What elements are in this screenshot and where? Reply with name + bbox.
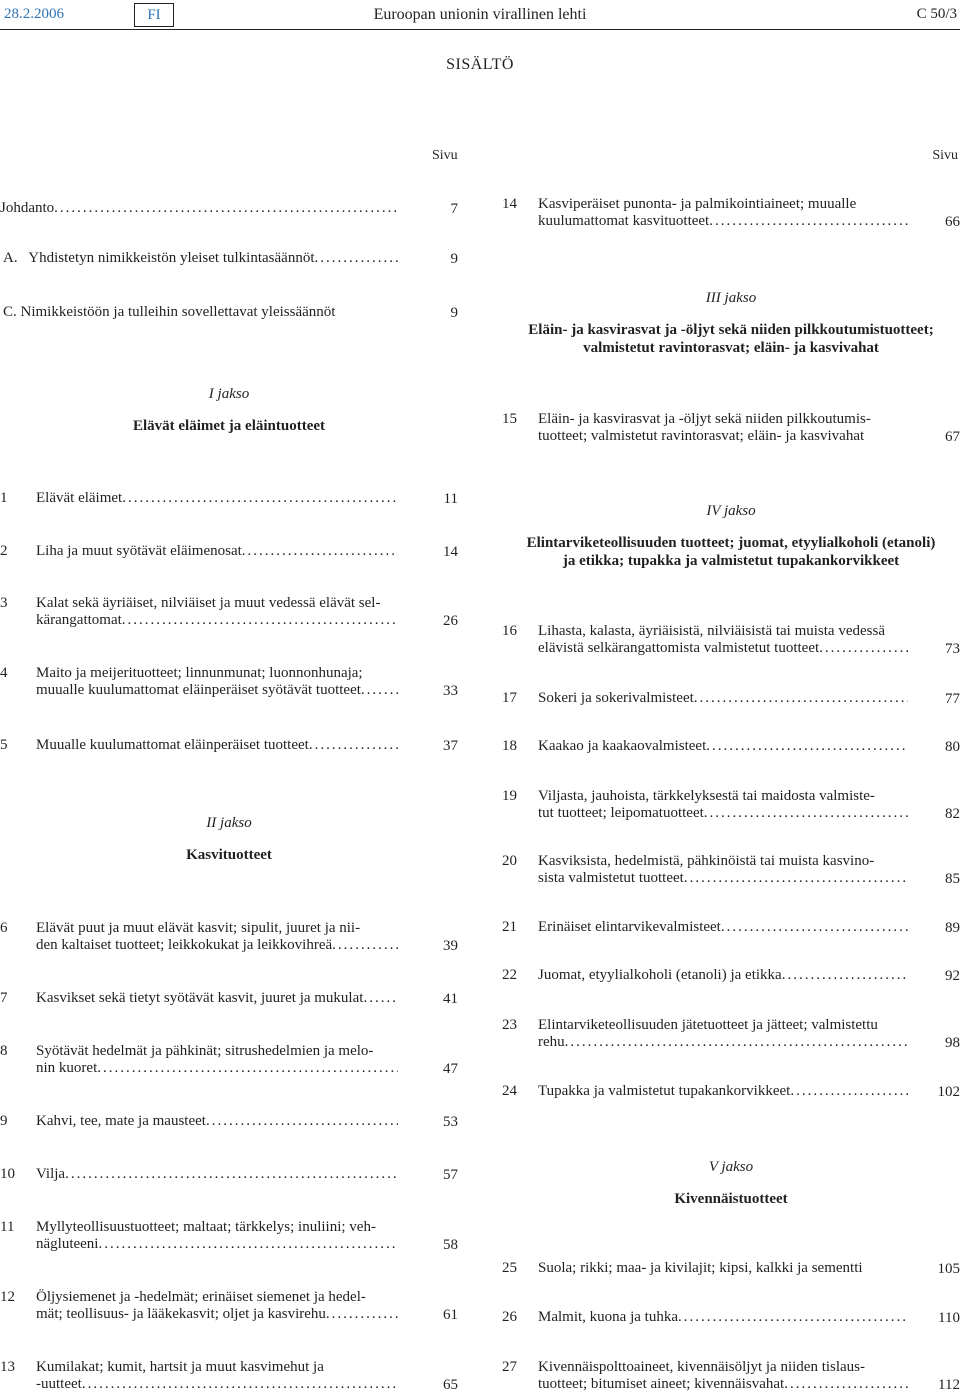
leader-dots [782,967,908,984]
chapter-title-line: Elävät puut ja muut elävät kasvit; sipulit, juuret ja nii- [36,920,398,937]
chapter-title-line: Suola; rikki; maa- ja kivilajit; kipsi, kalkki ja sementti [538,1260,863,1277]
chapter-number: 21 [502,919,517,936]
chapter-number: 14 [502,196,517,213]
toc-entry-chapter-2 [0,543,458,561]
section-title-line: Eläin- ja kasvirasvat ja -öljyt sekä niiden pilkkoutumistuotteet; [502,321,960,339]
chapter-page-number: 92 [945,968,960,985]
section-heading-ii [0,815,458,864]
toc-entry-page: 7 [451,201,459,218]
leader-dots [65,1166,398,1183]
chapter-number: 13 [0,1359,15,1376]
toc-entry-chapter-26 [502,1309,960,1327]
chapter-title-line: Muualle kuulumattomat eläinperäiset tuotteet [36,737,309,754]
toc-entry-chapter-25 [502,1260,960,1278]
chapter-number: 25 [502,1260,517,1277]
leader-dots [684,870,908,887]
chapter-title-line: nin kuoret [36,1060,97,1077]
chapter-page-number: 53 [443,1114,458,1131]
header-date: 28.2.2006 [4,6,64,23]
toc-entry-chapter-18 [502,738,960,756]
leader-dots [721,919,908,936]
section-label: IV jakso [502,503,960,520]
leader-dots [704,805,908,822]
toc-entry-chapter-19 [502,788,960,823]
chapter-number: 24 [502,1083,517,1100]
chapter-page-number: 89 [945,920,960,937]
chapter-title-line: kärangattomat [36,612,122,629]
section-title: Elävät eläimet ja eläintuotteet [0,417,458,435]
toc-entry-chapter-3 [0,595,458,630]
chapter-title-line: muualle kuulumattomat eläinperäiset syötävät tuotteet [36,682,361,699]
toc-entry-chapter-12 [0,1289,458,1324]
toc-entry-chapter-17 [502,690,960,708]
leader-dots [565,1034,908,1051]
chapter-title-line: Kasvikset sekä tietyt syötävät kasvit, juuret ja mukulat [36,990,363,1007]
chapter-title-line: Elintarviketeollisuuden jätetuotteet ja jätteet; valmistettu [538,1017,908,1034]
leader-dots [309,737,398,754]
chapter-number: 17 [502,690,517,707]
chapter-number: 16 [502,623,517,640]
chapter-number: 2 [0,543,8,560]
toc-entry-chapter-8 [0,1043,458,1078]
chapter-number: 11 [0,1219,14,1236]
leader-dots [206,1113,398,1130]
toc-entry-chapter-20 [502,853,960,888]
header-page-number: C 50/3 [917,6,957,23]
leader-dots [122,490,398,507]
toc-entry-label: A. Yhdistetyn nimikkeistön yleiset tulkintasäännöt [3,250,315,267]
chapter-page-number: 110 [938,1310,960,1327]
chapter-title-line: kuulumattomat kasvituotteet [538,213,709,230]
leader-dots [326,1306,398,1323]
chapter-title-line: Kahvi, tee, mate ja mausteet [36,1113,206,1130]
section-title-line: valmistetut ravintorasvat; eläin- ja kasvivahat [502,339,960,357]
chapter-title-line: den kaltaiset tuotteet; leikkokukat ja leikkovihreä [36,937,332,954]
chapter-title-line: Viljasta, jauhoista, tärkkelyksestä tai maidosta valmiste- [538,788,908,805]
chapter-title-line: Maito ja meijerituotteet; linnunmunat; luonnonhunaja; [36,665,398,682]
toc-entry-chapter-11 [0,1219,458,1254]
chapter-page-number: 80 [945,739,960,756]
chapter-page-number: 67 [945,429,960,446]
leader-dots [819,640,908,657]
section-title-line: Elintarviketeollisuuden tuotteet; juomat, etyylialkoholi (etanoli) [502,534,960,552]
journal-title: Euroopan unionin virallinen lehti [0,6,960,24]
leader-dots [97,1060,398,1077]
chapter-title-line: Liha ja muut syötävät eläimenosat [36,543,242,560]
chapter-title-line: Eläin- ja kasvirasvat ja -öljyt sekä niiden pilkkoutumis- [538,411,908,428]
chapter-title-line: Sokeri ja sokerivalmisteet [538,690,694,707]
section-title: Kasvituotteet [0,846,458,864]
toc-entry-chapter-6 [0,920,458,955]
chapter-title-line: Öljysiemenet ja -hedelmät; erinäiset siemenet ja hedel- [36,1289,398,1306]
leader-dots [242,543,398,560]
toc-entry-c [3,304,458,322]
leader-dots [98,1236,398,1253]
toc-entry-page: 9 [451,251,459,268]
chapter-page-number: 41 [443,991,458,1008]
toc-entry-label: Johdanto [0,200,54,217]
language-code-box: FI [134,3,174,27]
section-label: III jakso [502,290,960,307]
chapter-number: 18 [502,738,517,755]
chapter-title-line: Tupakka ja valmistetut tupakankorvikkeet [538,1083,790,1100]
toc-entry-chapter-10 [0,1166,458,1184]
leader-dots [332,937,398,954]
chapter-page-number: 61 [443,1307,458,1324]
section-label: I jakso [0,386,458,403]
leader-dots [82,1376,398,1393]
leader-dots [784,1376,908,1393]
toc-entry-chapter-5 [0,737,458,755]
page-title: SISÄLTÖ [0,56,960,74]
toc-entry-johdanto [0,200,458,218]
chapter-title-line: Lihasta, kalasta, äyriäisistä, nilviäisistä tai muista vedessä [538,623,908,640]
chapter-number: 27 [502,1359,517,1376]
leader-dots [790,1083,908,1100]
chapter-number: 12 [0,1289,15,1306]
toc-entry-chapter-22 [502,967,960,985]
chapter-title-line: mät; teollisuus- ja lääkekasvit; oljet ja kasvirehu [36,1306,326,1323]
chapter-title-line: tuotteet; bitumiset aineet; kivennäisvahat [538,1376,784,1393]
chapter-page-number: 14 [443,544,458,561]
chapter-page-number: 57 [443,1167,458,1184]
leader-dots [122,612,398,629]
chapter-page-number: 39 [443,938,458,955]
chapter-number: 15 [502,411,517,428]
leader-dots [361,682,398,699]
chapter-page-number: 37 [443,738,458,755]
chapter-title-line: tut tuotteet; leipomatuotteet [538,805,704,822]
sivu-label-left: Sivu [432,148,458,164]
toc-entry-label: C. Nimikkeistöön ja tulleihin sovellettavat yleissäännöt [3,304,365,321]
chapter-title-line: nägluteeni [36,1236,98,1253]
chapter-number: 9 [0,1113,8,1130]
toc-entry-page: 9 [451,305,459,322]
toc-entry-chapter-1 [0,490,458,508]
section-heading-i [0,386,458,435]
chapter-title-line: tuotteet; valmistetut ravintorasvat; eläin- ja kasvivahat [538,428,864,445]
leader-dots [54,200,398,217]
chapter-page-number: 58 [443,1237,458,1254]
chapter-title-line: Elävät eläimet [36,490,122,507]
chapter-title-line: Kaakao ja kaakaovalmisteet [538,738,706,755]
chapter-number: 10 [0,1166,15,1183]
toc-entry-chapter-4 [0,665,458,700]
chapter-page-number: 33 [443,683,458,700]
chapter-number: 26 [502,1309,517,1326]
leader-dots [694,690,908,707]
toc-entry-chapter-23 [502,1017,960,1052]
section-heading-iii [502,290,960,357]
chapter-title-line: sista valmistetut tuotteet [538,870,684,887]
leader-dots [363,990,398,1007]
toc-entry-chapter-16 [502,623,960,658]
chapter-title-line: Malmit, kuona ja tuhka [538,1309,678,1326]
chapter-page-number: 82 [945,806,960,823]
chapter-title-line: -uutteet [36,1376,82,1393]
chapter-title-line: Vilja [36,1166,65,1183]
chapter-title-line: Kasviksista, hedelmistä, pähkinöistä tai muista kasvino- [538,853,908,870]
chapter-page-number: 47 [443,1061,458,1078]
chapter-number: 19 [502,788,517,805]
toc-entry-chapter-21 [502,919,960,937]
section-title: Kivennäistuotteet [502,1190,960,1208]
chapter-number: 20 [502,853,517,870]
chapter-title-line: elävistä selkärangattomista valmistetut tuotteet [538,640,819,657]
chapter-title-line: Juomat, etyylialkoholi (etanoli) ja etikka [538,967,782,984]
chapter-number: 6 [0,920,8,937]
chapter-page-number: 65 [443,1377,458,1394]
section-label: V jakso [502,1159,960,1176]
sivu-label-right: Sivu [932,148,958,164]
chapter-title-line: Kalat sekä äyriäiset, nilviäiset ja muut vedessä elävät sel- [36,595,398,612]
chapter-page-number: 102 [938,1084,960,1101]
header-divider [0,29,960,30]
chapter-page-number: 85 [945,871,960,888]
toc-entry-chapter-24 [502,1083,960,1101]
toc-entry-chapter-7 [0,990,458,1008]
leader-dots [315,250,399,267]
chapter-title-line: Erinäiset elintarvikevalmisteet [538,919,721,936]
chapter-page-number: 105 [938,1261,960,1278]
toc-entry-chapter-15 [502,411,960,446]
chapter-title-line: Syötävät hedelmät ja pähkinät; sitrushedelmien ja melo- [36,1043,398,1060]
chapter-title-line: rehu [538,1034,565,1051]
chapter-number: 7 [0,990,8,1007]
chapter-number: 5 [0,737,8,754]
chapter-number: 1 [0,490,8,507]
chapter-number: 22 [502,967,517,984]
chapter-title-line: Kasviperäiset punonta- ja palmikointiaineet; muualle [538,196,908,213]
chapter-number: 4 [0,665,8,682]
chapter-page-number: 73 [945,641,960,658]
leader-dots [709,213,908,230]
chapter-number: 8 [0,1043,8,1060]
chapter-number: 23 [502,1017,517,1034]
leader-dots [678,1309,908,1326]
chapter-title-line: Kumilakat; kumit, hartsit ja muut kasvimehut ja [36,1359,398,1376]
chapter-page-number: 98 [945,1035,960,1052]
section-title-line: ja etikka; tupakka ja valmistetut tupakankorvikkeet [502,552,960,570]
chapter-page-number: 66 [945,214,960,231]
section-label: II jakso [0,815,458,832]
chapter-page-number: 11 [444,491,458,508]
chapter-title-line: Kivennäispolttoaineet, kivennäisöljyt ja niiden tislaus- [538,1359,908,1376]
toc-entry-chapter-9 [0,1113,458,1131]
chapter-page-number: 77 [945,691,960,708]
chapter-page-number: 112 [938,1377,960,1394]
chapter-page-number: 26 [443,613,458,630]
section-heading-v [502,1159,960,1208]
chapter-number: 3 [0,595,8,612]
toc-entry-chapter-27 [502,1359,960,1394]
toc-entry-a [3,250,458,268]
section-heading-iv [502,503,960,570]
leader-dots [706,738,908,755]
chapter-title-line: Myllyteollisuustuotteet; maltaat; tärkkelys; inuliini; veh- [36,1219,398,1236]
toc-entry-chapter-14 [502,196,960,231]
toc-entry-chapter-13 [0,1359,458,1394]
